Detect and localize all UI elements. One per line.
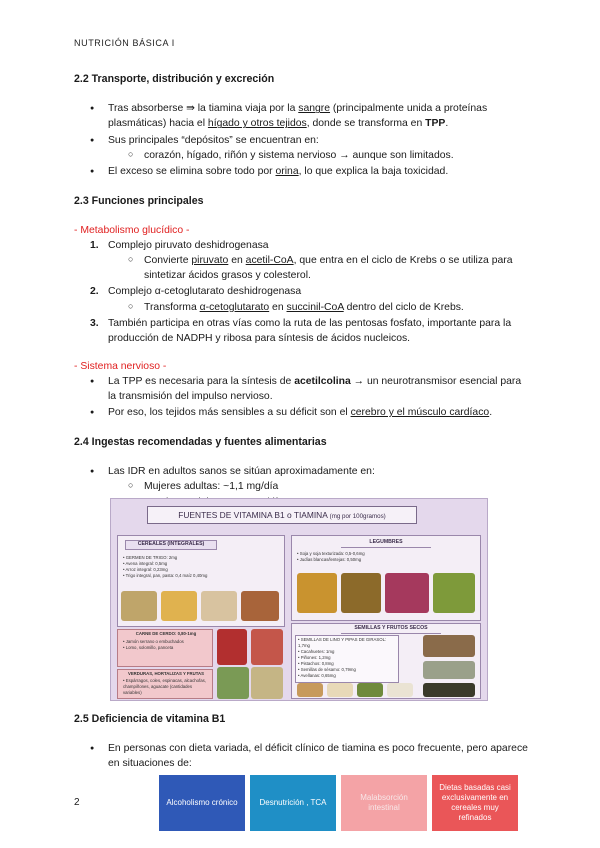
list-item: ● En personas con dieta variada, el déficit clínico de tiamina es poco frecuente, pero aparece en situaciones de: xyxy=(74,741,528,771)
peas-image xyxy=(433,573,475,613)
flax-image xyxy=(423,635,475,657)
ham-image xyxy=(217,629,247,665)
asparagus-image xyxy=(217,667,249,699)
thiamine-sources-infographic xyxy=(110,498,488,701)
list-item: ● La TPP es necesaria para la síntesis de acetilcolina → un neurotransmisor esencial para la transmisión del impulso nervioso. xyxy=(74,374,528,404)
list-item: 3. También participa en otras vías como la ruta de las pentosas fosfato, importante para la producción de NADPH y ribosa para síntesis de ácidos nucleicos. xyxy=(90,317,512,344)
rice-image xyxy=(201,591,237,621)
list-item: 1. Complejo piruvato deshidrogenasa ○ Convierte piruvato en acetil-CoA, que entra en el ciclo de Krebs o se utiliza para sintetizar ácidos grasos y colesterol. xyxy=(74,238,528,283)
list-item: ● Las IDR en adultos sanos se sitúan aproximadamente en: ○ Mujeres adultas: ~1,1 mg/día ○ xyxy=(74,464,528,509)
sunflower-seeds-image xyxy=(423,661,475,679)
germ-image xyxy=(161,591,197,621)
section-2-3-title: 2.3 Funciones principales xyxy=(74,194,204,207)
verduras-label: VERDURAS, HORTALIZAS Y FRUTAS xyxy=(127,671,205,676)
bread-image xyxy=(241,591,279,621)
list-item: ● Por eso, los tejidos más sensibles a su déficit son el cerebro y el músculo cardíaco. xyxy=(74,405,528,420)
deficiency-list xyxy=(74,741,528,771)
link-higado[interactable]: hígado y otros tejidos xyxy=(207,118,307,130)
cereales-list: • GERMEN DE TRIGO: 2mg • Avena integral: 0,5mg • Arroz integral: 0,23mg • Trigo integral, pan, pasta: 0,4 maíz 0,40mg xyxy=(123,555,208,578)
link-orina[interactable]: orina xyxy=(275,165,299,177)
cause-card-malabsorcion: Malabsorción intestinal xyxy=(341,775,427,831)
link-cerebro[interactable]: cerebro y el músculo cardíaco xyxy=(350,406,490,418)
cause-card-dietas: Dietas basadas casi exclusivamente en cereales muy refinados xyxy=(432,775,518,831)
section-2-2-list xyxy=(74,101,528,178)
page-number: 2 xyxy=(74,797,80,808)
list-item: 2. Complejo α-cetoglutarato deshidrogenasa ○ Transforma α-cetoglutarato en succinil-CoA dentro del ciclo de Krebs. xyxy=(74,284,528,314)
pistachios-image xyxy=(357,683,383,697)
enzymes-list xyxy=(74,238,528,346)
verduras-list: • Espárragos, coles, espinacas, alcachofas, champiñones, aguacate (cantidades variables) xyxy=(123,678,206,695)
cause-card-desnutricion: Desnutrición , TCA xyxy=(250,775,336,831)
section-2-5-title: 2.5 Deficiencia de vitamina B1 xyxy=(74,713,226,725)
list-item: ● Sus principales “depósitos” se encuentran en: ○ corazón, hígado, riñón y sistema nervioso → aunque son limitados. xyxy=(74,133,528,163)
pine-nuts-image xyxy=(327,683,353,697)
peanuts-image xyxy=(297,683,323,697)
oats-image xyxy=(121,591,157,621)
legumbres-list: • Soja y soja texturizada: 0,5-0,6mg • Judías blancas/lentejas: 0,50mg xyxy=(297,551,365,562)
subheading-sistema-nervioso: - Sistema nervioso - xyxy=(74,360,167,372)
page-header: NUTRICIÓN BÁSICA I xyxy=(74,38,175,48)
legumbres-label: LEGUMBRES xyxy=(341,539,431,548)
semillas-list: • SEMILLAS DE LINO Y PIPAS DE GIRASOL: 1,7mg • Cacahuetes: 1mg • Piñones: 1,2mg • Pistachos: 0,8mg • Semillas de sésamo: 0,79mg • Avellanas: 0,65mg xyxy=(295,635,399,683)
section-2-5 xyxy=(74,712,528,773)
sublist-item: ○ corazón, hígado, riñón y sistema nervioso → aunque son limitados. xyxy=(74,148,528,163)
sublist-item: ○ Mujeres adultas: ~1,1 mg/día xyxy=(74,479,528,494)
hazelnuts-image xyxy=(423,683,475,697)
link-succinil-coa[interactable]: succinil-CoA xyxy=(286,301,344,313)
infographic-title: FUENTES DE VITAMINA B1 o TIAMINA (mg por 100gramos) xyxy=(147,506,417,524)
link-acetil-coa[interactable]: acetil-CoA xyxy=(245,255,294,267)
link-piruvato[interactable]: piruvato xyxy=(191,255,229,267)
document-body xyxy=(74,72,528,511)
sesame-image xyxy=(387,683,413,697)
carne-list: • Jamón serrano o embuchados • Lomo, solomillo, panceta xyxy=(123,639,184,650)
list-item: ● Tras absorberse ⇛ la tiamina viaja por la sangre (principalmente unida a proteínas plasmáticas) hacia el hígado y otros tejidos, donde se transforma en TPP. xyxy=(74,101,528,131)
mushrooms-image xyxy=(251,667,283,699)
section-2-2-title: 2.2 Transporte, distribución y excreción xyxy=(74,73,275,85)
subheading-metabolismo: - Metabolismo glucídico - xyxy=(74,225,190,237)
beans-image xyxy=(385,573,429,613)
carne-label: CARNE DE CERDO: 0,80-1mg xyxy=(135,631,197,636)
link-sangre[interactable]: sangre xyxy=(298,103,331,115)
cause-card-alcoholismo: Alcoholismo crónico xyxy=(159,775,245,831)
lentils-image xyxy=(341,573,381,613)
sublist-item: ○ Convierte piruvato en acetil-CoA, que entra en el ciclo de Krebs o se utiliza para sintetizar ácidos grasos y colesterol. xyxy=(74,253,528,283)
nervous-list xyxy=(74,374,528,420)
cereales-label: CEREALES (INTEGRALES) xyxy=(125,540,217,550)
chickpeas-image xyxy=(297,573,337,613)
semillas-label: SEMILLAS Y FRUTOS SECOS xyxy=(341,625,441,634)
list-item: ● El exceso se elimina sobre todo por orina, lo que explica la baja toxicidad. xyxy=(74,164,528,179)
link-alfa-cetoglutarato[interactable]: α-cetoglutarato xyxy=(199,301,270,313)
pork-image xyxy=(251,629,283,665)
section-2-4-title: 2.4 Ingestas recomendadas y fuentes alimentarias xyxy=(74,436,327,449)
sublist-item: ○ Transforma α-cetoglutarato en succinil-CoA dentro del ciclo de Krebs. xyxy=(74,300,528,315)
